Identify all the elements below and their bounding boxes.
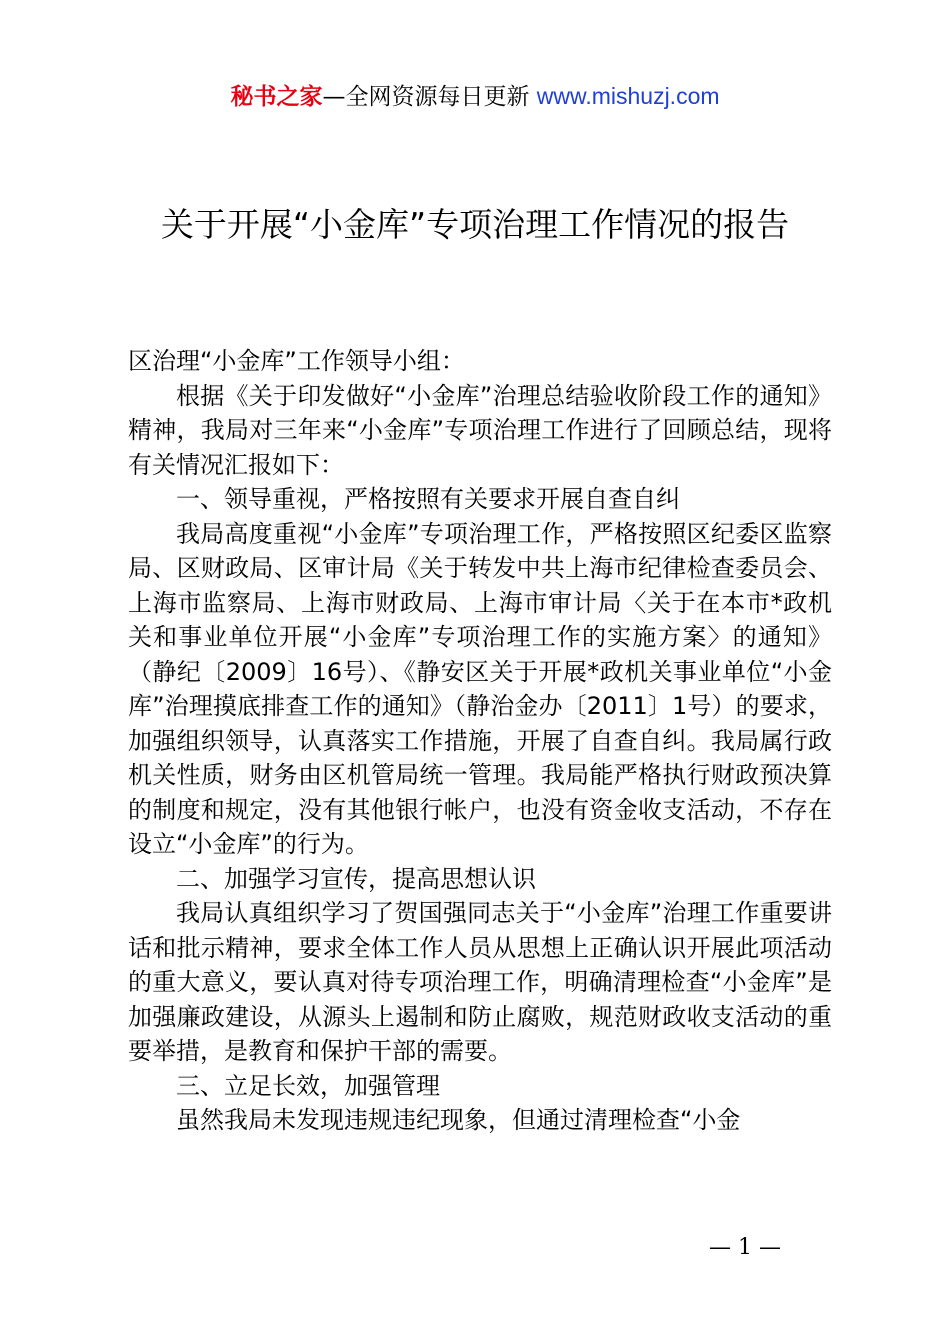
paragraph-section-3: 虽然我局未发现违规违纪现象，但通过清理检查“小金 bbox=[176, 1106, 741, 1134]
section-heading-3: 三、立足长效，加强管理 bbox=[176, 1071, 440, 1100]
paragraph-section-2: 我局认真组织学习了贺国强同志关于“小金库”治理工作重要讲话和批示精神，要求全体工作人员从思想上正确认识开展此项活动的重大意义，要认真对待专项治理工作，明确清理检查“小金库”是加强廉政建设，从源头上遏制和防止腐败，规范财政收支活动的重要举措，是教育和保护干部的需要。 bbox=[128, 899, 832, 1065]
page-number: — 1 — bbox=[709, 1235, 781, 1260]
paragraph-section-1: 我局高度重视“小金库”专项治理工作，严格按照区纪委区监察局、区财政局、区审计局《关于转发中共上海市纪律检查委员会、上海市监察局、上海市财政局、上海市审计局〈关于在本市*政机关和事业单位开展“小金库”专项治理工作的实施方案〉的通知》（静纪〔2009〕16号）、《静安区关于开展*政机关事业单位“小金库”治理摸底排查工作的通知》（静治金办〔2011〕1号）的要求，加强组织领导，认真落实工作措施，开展了自查自纠。我局属行政机关性质，财务由区机管局统一管理。我局能严格执行财政预决算的制度和规定，没有其他银行帐户，也没有资金收支活动，不存在设立“小金库”的行为。 bbox=[128, 519, 832, 858]
header-tagline: —全网资源每日更新 bbox=[322, 84, 537, 110]
brand-name: 秘书之家 bbox=[230, 84, 323, 110]
section-heading-2: 二、加强学习宣传，提高思想认识 bbox=[176, 864, 536, 893]
site-header bbox=[0, 80, 950, 113]
paragraph-intro: 根据《关于印发做好“小金库”治理总结验收阶段工作的通知》精神，我局对三年来“小金库”专项治理工作进行了回顾总结，现将有关情况汇报如下： bbox=[128, 381, 832, 479]
salutation: 区治理“小金库”工作领导小组： bbox=[128, 347, 465, 375]
document-body bbox=[128, 344, 832, 1138]
site-url-link[interactable]: www.mishuzj.com bbox=[536, 83, 720, 109]
section-heading-1: 一、领导重视，严格按照有关要求开展自查自纠 bbox=[176, 485, 680, 513]
document-title: 关于开展“小金库”专项治理工作情况的报告 bbox=[160, 205, 790, 244]
